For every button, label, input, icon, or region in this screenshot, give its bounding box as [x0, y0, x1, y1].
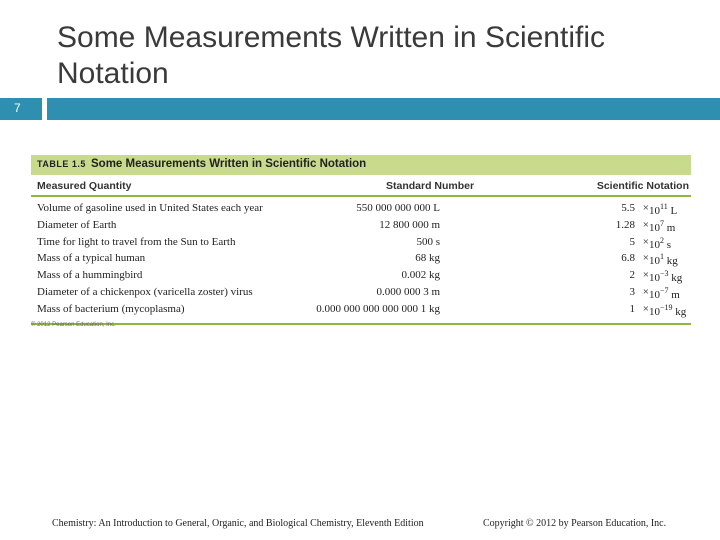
cell-standard-number: 12 800 000 m [379, 218, 440, 231]
header-measured-quantity: Measured Quantity [37, 180, 132, 192]
sci-base: 10 [649, 205, 660, 217]
sci-exponent: 11 [660, 202, 668, 211]
sci-base: 10 [649, 272, 660, 285]
times-symbol: × [642, 235, 649, 248]
footer-book-title: Chemistry: An Introduction to General, Organic, and Biological Chemistry, Eleventh Edition [52, 518, 424, 529]
sci-unit: kg [675, 305, 687, 318]
measurements-table [31, 155, 691, 325]
sci-power [649, 303, 686, 318]
sci-coefficient: 5 [629, 235, 635, 248]
table-header-row [31, 175, 691, 197]
table-row [31, 235, 691, 252]
sci-unit: m [671, 288, 680, 301]
sci-exponent: 2 [660, 235, 664, 245]
times-symbol: × [642, 269, 649, 282]
sci-unit: kg [666, 255, 678, 268]
table-row [31, 302, 691, 319]
cell-measured-quantity: Diameter of Earth [37, 218, 117, 231]
sci-power [649, 252, 678, 267]
cell-standard-number: 0.000 000 3 m [376, 285, 440, 298]
sci-unit: L [670, 205, 678, 217]
sci-exponent: 1 [660, 252, 664, 262]
sci-coefficient: 2 [629, 269, 635, 282]
sci-base: 10 [649, 255, 660, 268]
sci-exponent: 7 [660, 218, 664, 228]
sci-power [649, 202, 677, 217]
cell-measured-quantity: Time for light to travel from the Sun to Earth [37, 235, 236, 248]
sci-unit: kg [671, 272, 683, 285]
table-copyright: © 2012 Pearson Education, Inc. [31, 322, 116, 328]
sci-coefficient: 1 [629, 302, 635, 315]
slide-number-box [0, 98, 42, 120]
sci-unit: m [666, 221, 676, 234]
table-title: Some Measurements Written in Scientific Notation [91, 158, 367, 170]
cell-standard-number: 550 000 000 000 L [356, 202, 440, 214]
times-symbol: × [642, 202, 649, 214]
times-symbol: × [642, 218, 649, 231]
sci-unit: s [666, 238, 672, 251]
sci-base: 10 [649, 238, 660, 251]
table-row [31, 201, 691, 218]
sci-coefficient: 5.5 [621, 202, 635, 214]
sci-coefficient: 3 [629, 285, 635, 298]
cell-measured-quantity: Volume of gasoline used in United States each year [37, 202, 263, 214]
table-row [31, 251, 691, 268]
cell-measured-quantity: Mass of a hummingbird [37, 269, 143, 282]
sci-coefficient: 6.8 [621, 252, 635, 265]
table-caption [31, 155, 691, 175]
sci-power [649, 286, 680, 301]
sci-exponent: −19 [660, 302, 673, 312]
table-row [31, 218, 691, 235]
sci-base: 10 [649, 221, 660, 234]
slide-title: Some Measurements Written in Scientific Notation [57, 21, 605, 90]
slide-number: 7 [14, 101, 21, 115]
table-label: TABLE 1.5 [37, 159, 86, 169]
cell-standard-number: 500 s [416, 235, 440, 248]
times-symbol: × [642, 302, 649, 315]
header-scientific-notation: Scientific Notation [596, 180, 689, 192]
sci-power [649, 269, 682, 284]
cell-measured-quantity: Mass of a typical human [37, 252, 146, 265]
cell-measured-quantity: Mass of bacterium (mycoplasma) [37, 302, 185, 315]
title-accent-bar [47, 98, 720, 120]
table-row [31, 285, 691, 302]
cell-standard-number: 0.002 kg [401, 269, 440, 282]
header-standard-number: Standard Number [386, 180, 475, 192]
table-row [31, 268, 691, 285]
sci-base: 10 [649, 288, 660, 301]
cell-standard-number: 0.000 000 000 000 000 1 kg [316, 302, 440, 315]
sci-exponent: −7 [660, 285, 669, 295]
cell-standard-number: 68 kg [415, 252, 440, 265]
sci-coefficient: 1.28 [615, 218, 635, 231]
times-symbol: × [642, 252, 649, 265]
cell-measured-quantity: Diameter of a chickenpox (varicella zoster) virus [37, 285, 253, 298]
sci-power [649, 236, 671, 251]
times-symbol: × [642, 285, 649, 298]
sci-power [649, 219, 675, 234]
sci-exponent: −3 [660, 269, 669, 279]
sci-base: 10 [649, 305, 660, 318]
table-body [31, 197, 691, 325]
footer-copyright: Copyright © 2012 by Pearson Education, Inc. [483, 518, 667, 529]
